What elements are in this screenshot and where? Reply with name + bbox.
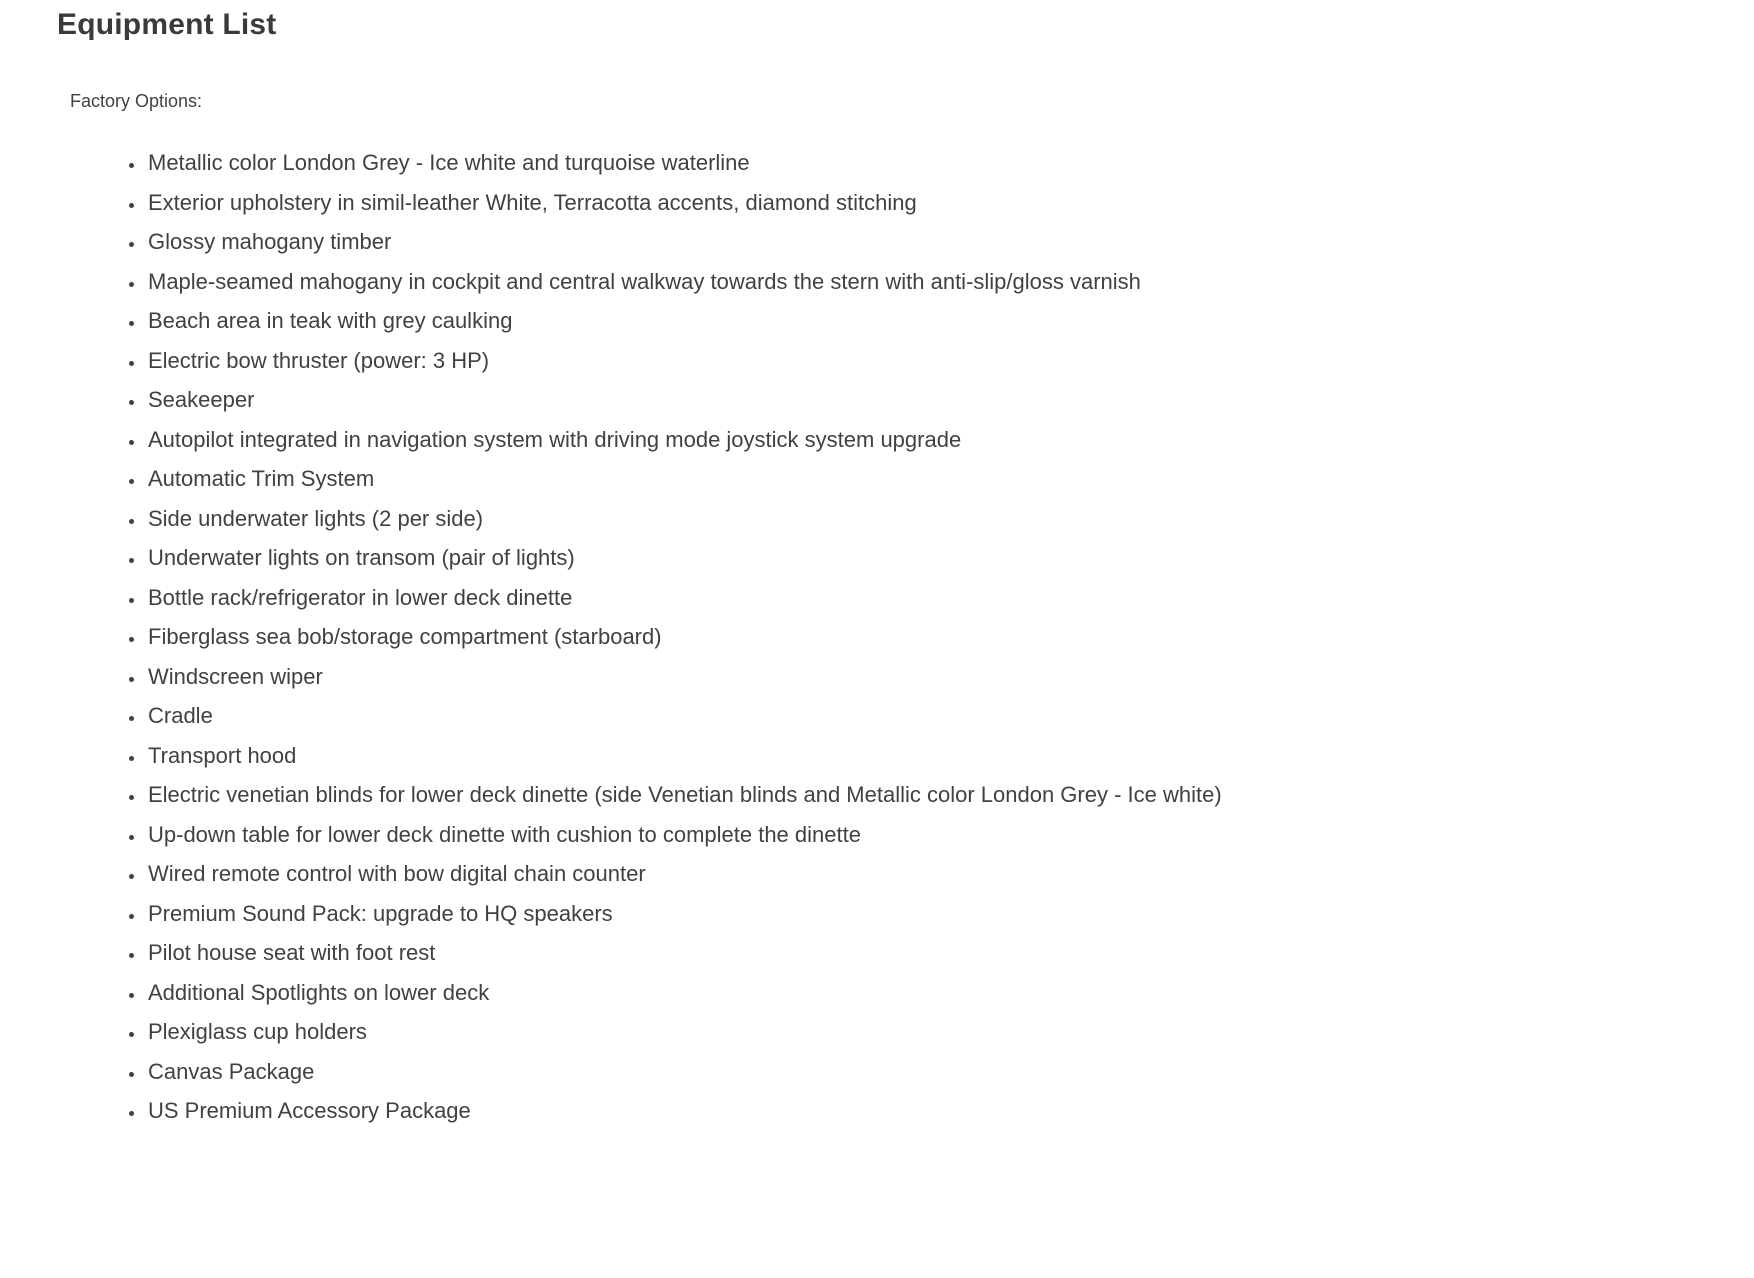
equipment-list-item: • Glossy mahogany timber <box>146 222 1222 262</box>
equipment-list-item: • Metallic color London Grey - Ice white and turquoise waterline <box>146 143 1222 183</box>
equipment-list-item: • Plexiglass cup holders <box>146 1012 1222 1052</box>
equipment-list-item: • Bottle rack/refrigerator in lower deck dinette <box>146 578 1222 618</box>
equipment-list-item: • Transport hood <box>146 736 1222 776</box>
equipment-list-item: • Autopilot integrated in navigation system with driving mode joystick system upgrade <box>146 420 1222 460</box>
equipment-list-item: • Electric bow thruster (power: 3 HP) <box>146 341 1222 381</box>
equipment-list-item: • Underwater lights on transom (pair of lights) <box>146 538 1222 578</box>
equipment-list-item: • Maple-seamed mahogany in cockpit and central walkway towards the stern with anti-slip/gloss varnish <box>146 262 1222 302</box>
equipment-list <box>0 143 1262 1131</box>
equipment-list-item: • Wired remote control with bow digital chain counter <box>146 854 1222 894</box>
equipment-list-item: • Premium Sound Pack: upgrade to HQ speakers <box>146 894 1222 934</box>
equipment-list-item: • US Premium Accessory Package <box>146 1091 1222 1131</box>
equipment-list-item: • Cradle <box>146 696 1222 736</box>
equipment-list-item: • Fiberglass sea bob/storage compartment (starboard) <box>146 617 1222 657</box>
equipment-list-item: • Windscreen wiper <box>146 657 1222 697</box>
factory-options-label: Factory Options: <box>70 91 203 111</box>
equipment-list-item: • Pilot house seat with foot rest <box>146 933 1222 973</box>
equipment-list-item: • Automatic Trim System <box>146 459 1222 499</box>
page-title: Equipment List <box>57 8 277 41</box>
equipment-list-item: • Exterior upholstery in simil-leather White, Terracotta accents, diamond stitching <box>146 183 1222 223</box>
equipment-list-item: • Seakeeper <box>146 380 1222 420</box>
equipment-list-item: • Beach area in teak with grey caulking <box>146 301 1222 341</box>
equipment-list-item: • Additional Spotlights on lower deck <box>146 973 1222 1013</box>
equipment-list-item: • Canvas Package <box>146 1052 1222 1092</box>
equipment-list-item: • Side underwater lights (2 per side) <box>146 499 1222 539</box>
equipment-list-item: • Electric venetian blinds for lower deck dinette (side Venetian blinds and Metallic color London Grey - Ice white) <box>146 775 1222 815</box>
equipment-list-item: • Up-down table for lower deck dinette with cushion to complete the dinette <box>146 815 1222 855</box>
